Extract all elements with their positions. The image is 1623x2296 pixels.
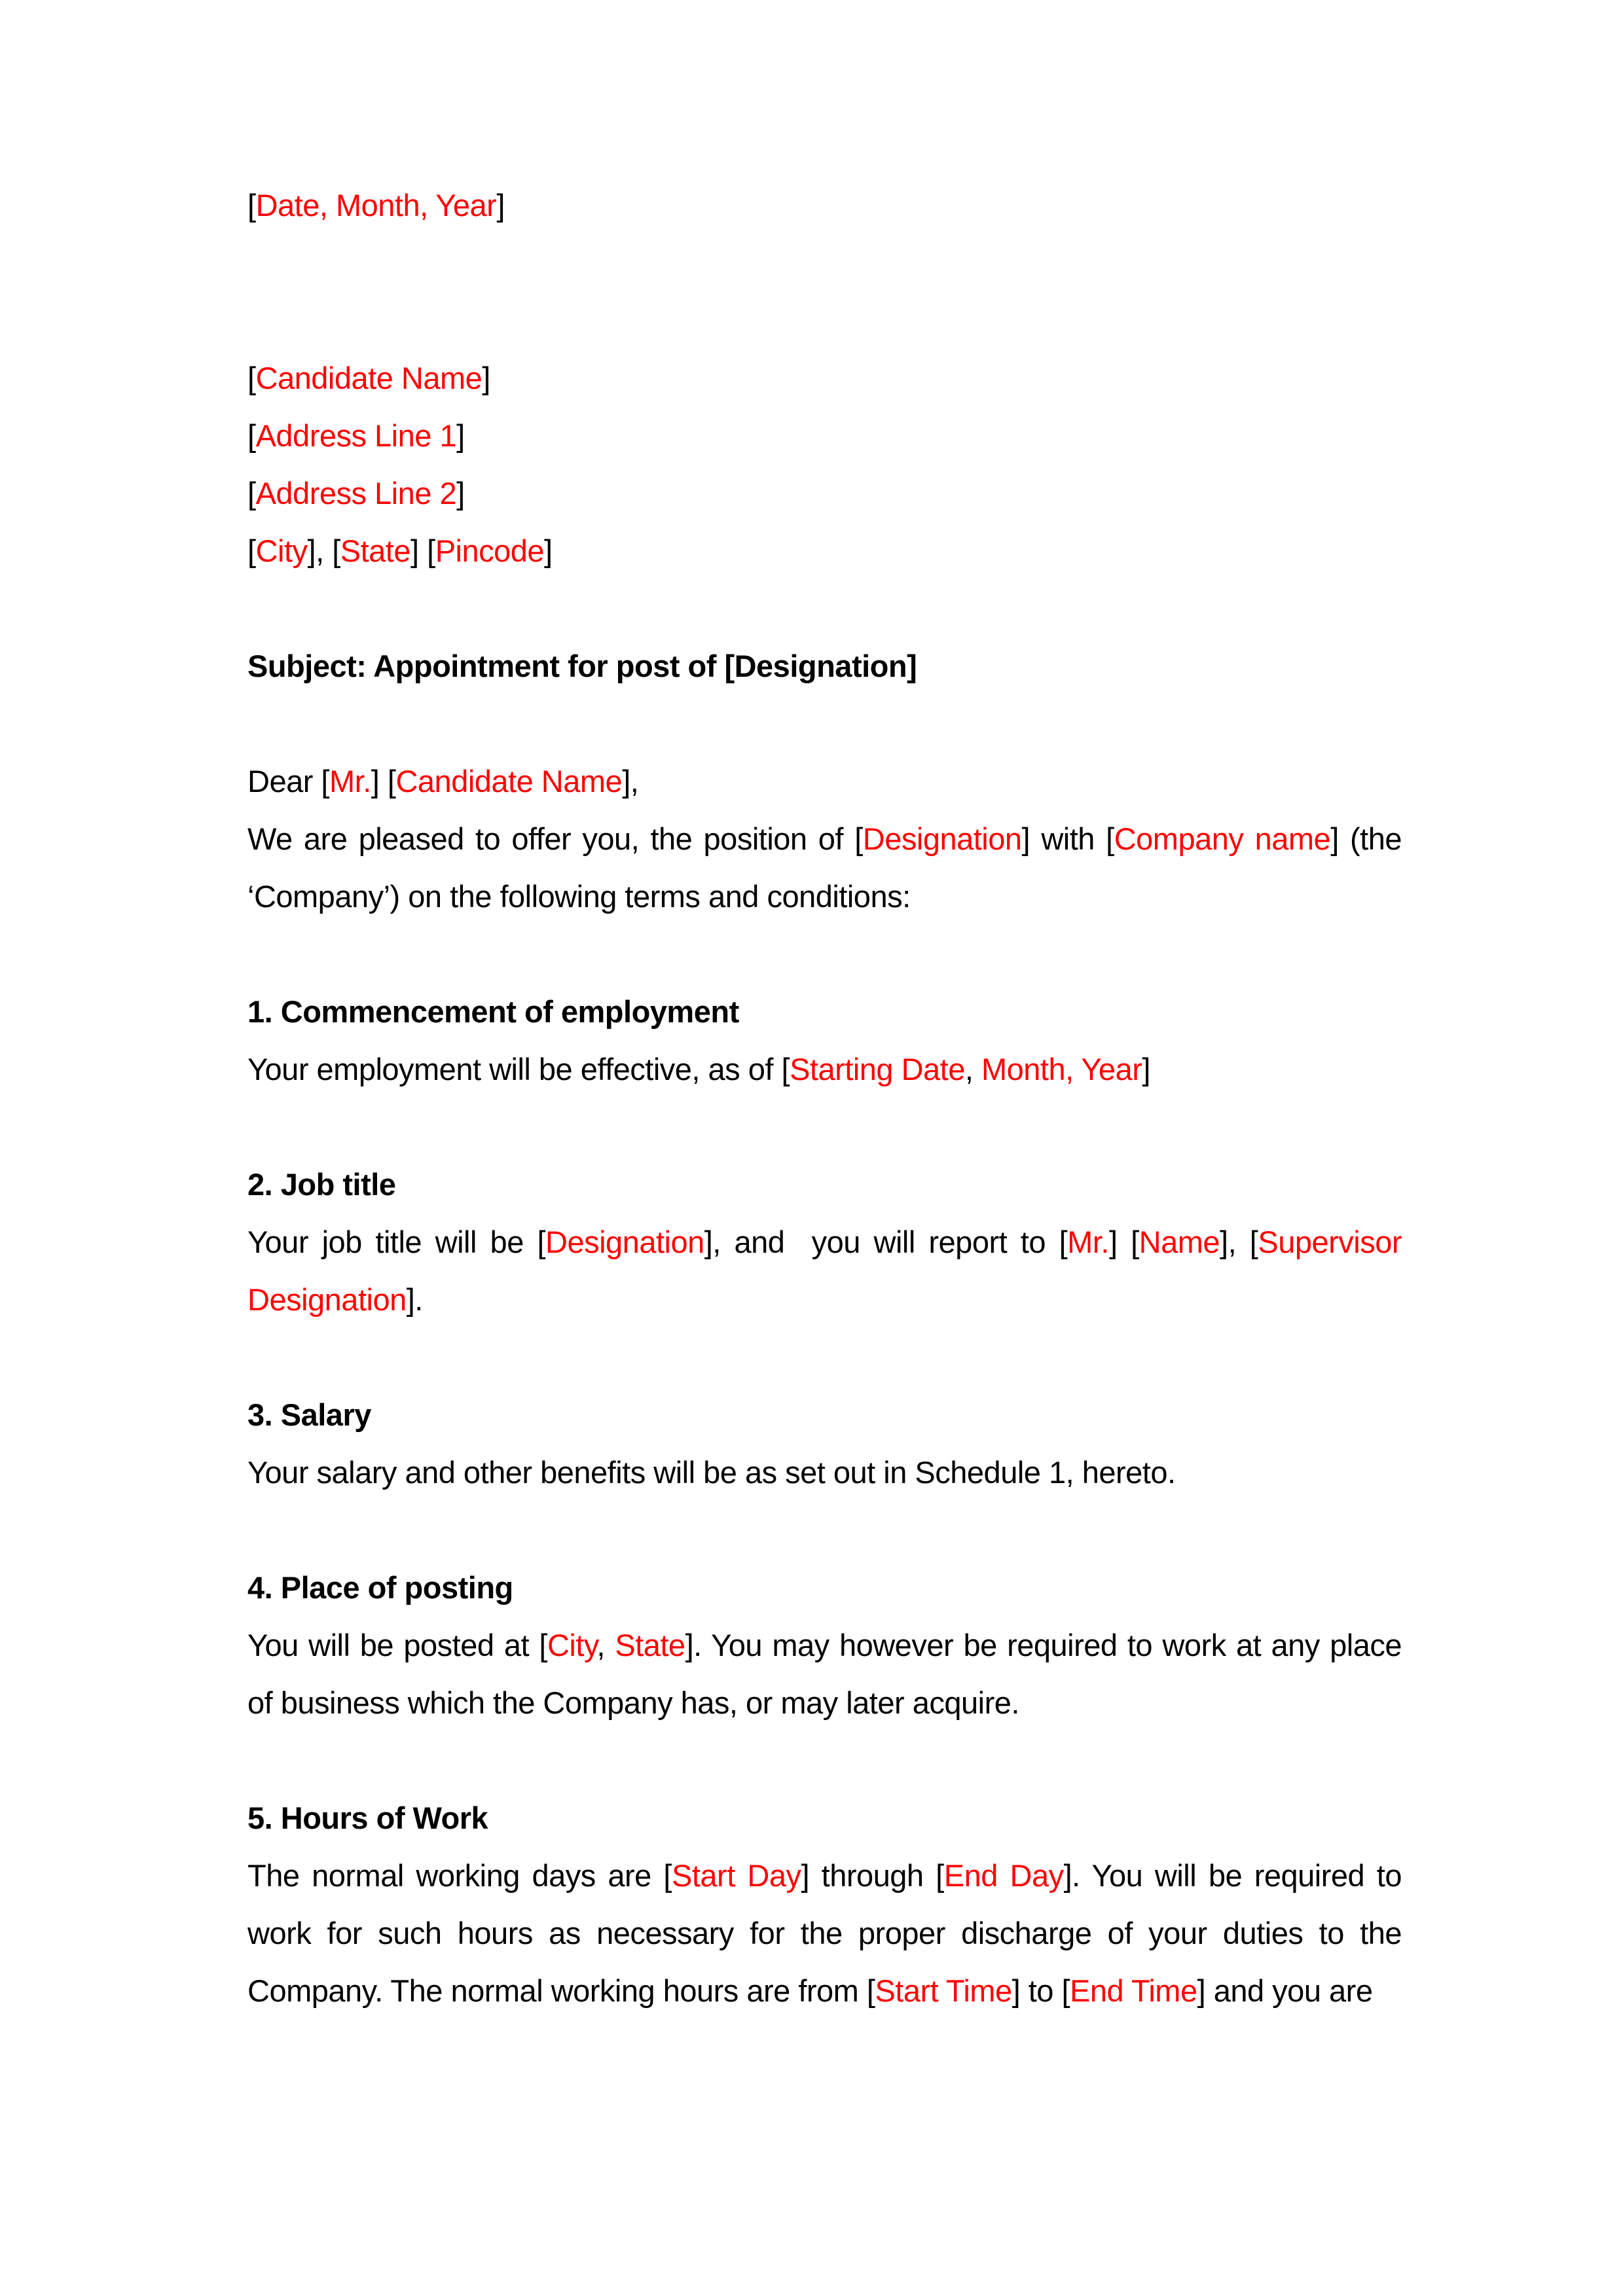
section-4-heading xyxy=(247,1559,1402,1617)
text-run: ] through [ xyxy=(801,1858,944,1893)
text-run: [ xyxy=(247,418,256,453)
text-run: ]. xyxy=(406,1282,423,1317)
placeholder-text: Supervisor Designation xyxy=(247,1225,1410,1317)
placeholder-text: Date, Month, Year xyxy=(255,188,497,223)
text-run: ], [ xyxy=(307,533,340,568)
text-run: Your job title will be [ xyxy=(247,1225,546,1259)
text-run: 5. Hours of Work xyxy=(247,1801,488,1835)
text-run: Dear [ xyxy=(247,764,329,798)
text-run: ] and you are xyxy=(1197,1973,1373,2008)
offer-paragraph xyxy=(247,810,1410,925)
text-run: ], xyxy=(622,764,639,798)
text-run: ], [ xyxy=(1220,1225,1258,1259)
text-run: You will be posted at [ xyxy=(247,1628,547,1662)
placeholder-text: Address Line 2 xyxy=(255,476,457,511)
text-run: We are pleased to offer you, the position of [ xyxy=(247,821,863,856)
text-run: 1. Commencement of employment xyxy=(247,994,739,1029)
section-1-heading xyxy=(247,983,1402,1041)
placeholder-text: Designation xyxy=(862,821,1022,856)
text-run: ] with [ xyxy=(1021,821,1114,856)
text-run: ] [ xyxy=(371,764,396,798)
text-run: ] [ xyxy=(410,533,435,568)
placeholder-text: Start Day xyxy=(672,1858,801,1893)
section-2-body xyxy=(247,1213,1410,1329)
section-5-body xyxy=(247,1847,1410,2020)
text-run: 2. Job title xyxy=(247,1167,396,1202)
text-run: Your salary and other benefits will be as set out in Schedule 1, hereto. xyxy=(247,1455,1176,1490)
section-3-body xyxy=(247,1444,1402,1501)
text-run: ] (the ‘Company’) on the following terms and conditions: xyxy=(247,821,1410,914)
text-run: ] xyxy=(1142,1052,1150,1086)
placeholder-text: State xyxy=(340,533,410,568)
text-run: ], and you will report to [ xyxy=(704,1225,1068,1259)
section-5-heading xyxy=(247,1789,1402,1847)
placeholder-text: Starting Date xyxy=(790,1052,965,1086)
placeholder-text: Company name xyxy=(1114,821,1331,856)
salutation-line xyxy=(247,753,1402,810)
placeholder-text: Name xyxy=(1139,1225,1220,1259)
text-run: Your employment will be effective, as of [ xyxy=(247,1052,790,1086)
text-run: ] xyxy=(456,418,465,453)
letter-body xyxy=(247,177,1410,2020)
placeholder-text: Candidate Name xyxy=(395,764,623,798)
placeholder-text: Address Line 1 xyxy=(255,418,457,453)
text-run: ] xyxy=(456,476,465,511)
placeholder-text: Mr. xyxy=(1067,1225,1109,1259)
section-1-body xyxy=(247,1041,1402,1098)
placeholder-text: Mr. xyxy=(329,764,371,798)
text-run: [ xyxy=(247,361,256,395)
address-line-2 xyxy=(247,465,1402,522)
city-state-pincode-line xyxy=(247,522,1402,580)
text-run: ] xyxy=(496,188,505,223)
text-run: ] xyxy=(482,361,490,395)
section-4-body xyxy=(247,1617,1410,1732)
text-run: ] [ xyxy=(1108,1225,1139,1259)
placeholder-text: State xyxy=(615,1628,685,1662)
section-2-heading xyxy=(247,1156,1402,1213)
text-run: The normal working days are [ xyxy=(247,1858,672,1893)
text-run: ] xyxy=(544,533,553,568)
text-run: ] to [ xyxy=(1012,1973,1070,2008)
placeholder-text: Start Time xyxy=(875,1973,1012,2008)
placeholder-text: Designation xyxy=(545,1225,704,1259)
subject-line xyxy=(247,637,1402,695)
placeholder-text: City xyxy=(255,533,308,568)
text-run: 4. Place of posting xyxy=(247,1570,513,1605)
placeholder-text: Candidate Name xyxy=(255,361,483,395)
address-line-1 xyxy=(247,407,1402,465)
text-run: [ xyxy=(247,188,256,223)
placeholder-text: Pincode xyxy=(435,533,545,568)
placeholder-text: End Time xyxy=(1070,1973,1197,2008)
text-run: [ xyxy=(247,476,256,511)
text-run: 3. Salary xyxy=(247,1397,371,1432)
text-run: , xyxy=(596,1628,615,1662)
text-run: ]. You will be required to work for such hours as necessary for the proper discharge of your duties to the Company. The normal working hours are from [ xyxy=(247,1858,1410,2008)
placeholder-text: City xyxy=(547,1628,597,1662)
candidate-name-line xyxy=(247,350,1402,407)
placeholder-text: End Day xyxy=(943,1858,1064,1893)
text-run: Subject: Appointment for post of [Designation] xyxy=(247,649,917,683)
date-line xyxy=(247,177,1402,234)
text-run: [ xyxy=(247,533,256,568)
text-run: , xyxy=(964,1052,981,1086)
text-run: ]. You may however be required to work at any place of business which the Company has, or may later acquire. xyxy=(247,1628,1410,1720)
placeholder-text: Month, Year xyxy=(981,1052,1142,1086)
section-3-heading xyxy=(247,1386,1402,1444)
